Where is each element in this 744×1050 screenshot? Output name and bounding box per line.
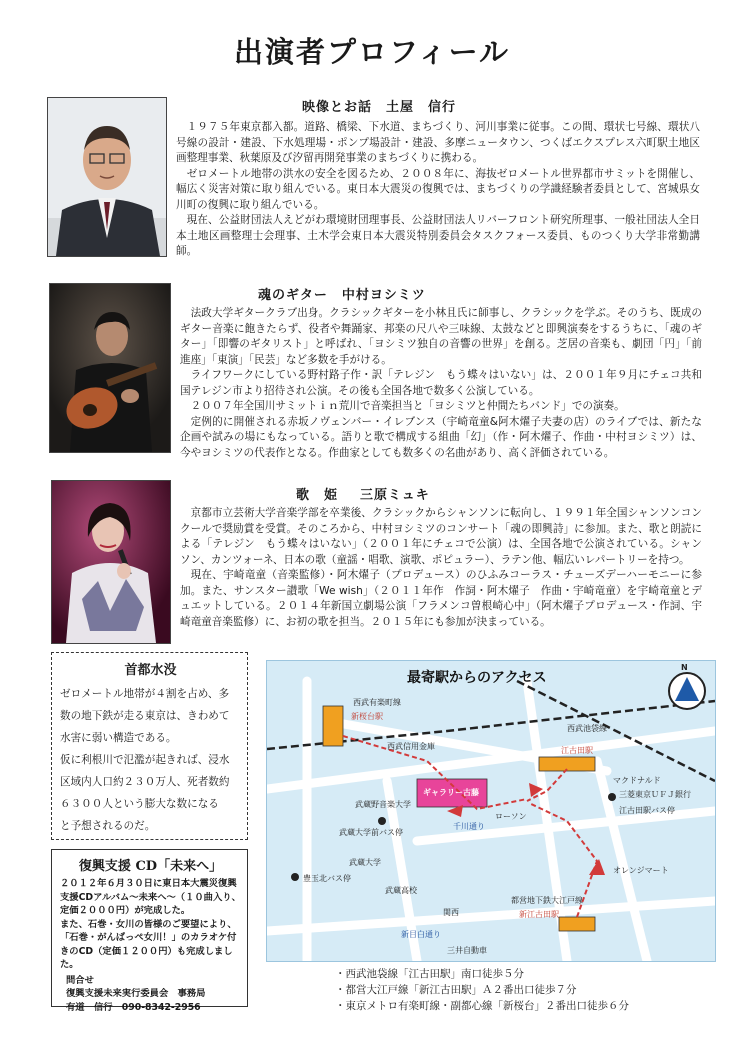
box-line: と予想されるのだ。 xyxy=(60,820,156,832)
profile-name: 土屋 信行 xyxy=(386,100,457,115)
bio-paragraph: 現在、宇崎竜童（音楽監修）・阿木燿子（プロデュース）のひふみコーラス・チューズデーハーモニーに参加。また、サンスター讃歌「We wish」（２０１１年作 作詞・阿木燿子 作曲・宇崎竜童）を宇崎竜童とデュエットしている。２０１４年新国立劇場公演「フラメンコ曽根崎心中」（阿木燿子プロデュース・作詞、宇崎竜童音楽監修）に、お初の歌を担当。２０１５年にも参加が決まっている。 xyxy=(180,569,702,628)
shuto-suibotsu-box xyxy=(51,652,248,840)
bio-paragraph: ライフワークにしている野村路子作・訳「テレジン もう蝶々はいない」は、２００１年９月にチェコ共和国テレジン市より招待され公演。その後も全国各地で数多く公演している。 xyxy=(180,369,702,397)
access-line: ・都営大江戸線「新江古田駅」Ａ２番出口徒歩７分 xyxy=(335,984,577,996)
map-label: 武蔵大学 xyxy=(349,858,381,867)
map-label: 西武信用金庫 xyxy=(387,742,435,751)
access-line: ・西武池袋線「江古田駅」南口徒歩５分 xyxy=(335,968,524,980)
contact-org: 復興支援未来実行委員会 事務局 xyxy=(66,988,206,999)
profile-name: 三原ミュキ xyxy=(360,488,430,503)
map-label: マクドナルド xyxy=(613,776,661,785)
page-title: 出演者プロフィール xyxy=(233,35,511,69)
map-label: 新桜台駅 xyxy=(351,712,383,721)
box-line: 区域内人口約２３０万人、死者数約 xyxy=(60,776,230,788)
map-label: 西武有楽町線 xyxy=(353,698,401,707)
profile-role: 映像とお話 xyxy=(302,100,373,115)
map-label: 江古田駅バス停 xyxy=(619,806,675,815)
photo-nakamura xyxy=(49,283,171,453)
profile-header-mihara xyxy=(296,484,430,503)
contact-label: 問合せ xyxy=(66,974,94,986)
photo-mihara xyxy=(51,480,171,644)
bio-paragraph: ２００７年全国川サミットｉｎ荒川で音楽担当と「ヨシミツと仲間たちバンド」での演奏。 xyxy=(190,400,625,412)
map-label: 新目白通り xyxy=(401,930,441,939)
box-line: 数の地下鉄が走る東京は、きわめて xyxy=(60,710,230,722)
map-label: ローソン xyxy=(495,812,527,821)
contact-info xyxy=(60,974,241,1015)
cd-box xyxy=(51,849,248,1013)
map-label: 千川通り xyxy=(453,822,485,831)
map-label: 三井自動車 xyxy=(447,946,487,955)
access-directions xyxy=(335,966,629,1014)
box-title: 首都水没 xyxy=(124,663,177,678)
profile-role: 魂のギター xyxy=(258,288,328,303)
profile-role: 歌 姫 xyxy=(296,488,339,503)
map-label: 関西 xyxy=(443,908,459,917)
map-label: 三菱東京ＵＦＪ銀行 xyxy=(619,790,691,799)
contact-person: 有道 信行 090-8342-2956 xyxy=(66,1001,201,1013)
profile-header-tsuchiya xyxy=(302,96,456,115)
bio-paragraph: ゼロメートル地帯の洪水の安全を図るため、２００８年に、海抜ゼロメートル世界都市サミットを開催し、幅広く災害対策に取り組んでいる。東日本大震災の復興では、まちづくりの学識経験者委員として、宮城県女川町の復興に取り組んでいる。 xyxy=(176,167,700,211)
access-map xyxy=(266,660,716,962)
bio-paragraph: 法政大学ギタークラブ出身。クラシックギターを小林且氏に師事し、クラシックを学ぶ。そのうち、既成のギター音楽に飽きたらず、役者や舞踊家、邦楽の尺八や三味線、太鼓などと即興演奏をするうちに、「魂のギター」「即響のギタリスト」と呼ばれ、「ヨシミツ独自の音響の世界」を創る。芝居の音楽も、劇団「円」「前進座」「東演」「民芸」など多数を手がける。 xyxy=(180,307,702,366)
map-label: 江古田駅 xyxy=(561,746,593,755)
box-body xyxy=(60,877,241,972)
map-label: 武蔵高校 xyxy=(385,886,417,895)
map-label: 豊玉北バス停 xyxy=(303,874,351,883)
map-label: オレンジマート xyxy=(613,866,669,875)
bio-paragraph: 京都市立芸術大学音楽学部を卒業後、クラシックからシャンソンに転向し、１９９１年全国シャンソンコンクールで奨励賞を受賞。そのころから、中村ヨシミツのコンサート「魂の即興詩」に参加。また、歌と朗読による「テレジン もう蝶々はいない」（２００１年にチェコで公演）は、全国各地で公演されている。シャンソン、カンツォーネ、日本の歌（童謡・唱歌、演歌、ポピュラー）、ラテン他、幅広いレパートリーを持つ。 xyxy=(180,507,702,566)
profile-bio-nakamura xyxy=(180,306,702,461)
north-label: N xyxy=(681,663,688,672)
profile-name: 中村ヨシミツ xyxy=(341,288,426,303)
box-line: 仮に利根川で氾濫が起きれば、浸水 xyxy=(60,754,230,766)
bio-paragraph: １９７５年東京都入都。道路、橋梁、下水道、まちづくり、河川事業に従事。この間、環状七号線、環状八号線の設計・建設、下水処理場・ポンプ場設計・建設、多摩ニュータウン、つくばエクスプレス六町駅土地区画整理事業、秋葉原及び汐留再開発事業のまちづくりに携わる。 xyxy=(176,121,700,164)
profile-bio-mihara xyxy=(180,506,702,630)
profile-header-nakamura xyxy=(258,284,426,303)
map-label: 武蔵野音楽大学 xyxy=(355,800,411,809)
map-label: 新江古田駅 xyxy=(519,910,559,919)
box-line: 水害に弱い構造である。 xyxy=(60,732,177,744)
box-body xyxy=(60,683,241,837)
box-line: ６３００人という膨大な数になる xyxy=(60,798,219,810)
map-label: 武蔵大学前バス停 xyxy=(339,828,403,837)
box-line: ゼロメートル地帯が４割を占め、多 xyxy=(60,688,230,700)
box-paragraph: また、石巻・女川の皆様のご要望により、「石巻・がんばっぺ女川！」のカラオケ付きのCD（定価１２００円）も完成しました。 xyxy=(60,918,237,970)
box-title: 復興支援 CD「未来へ」 xyxy=(78,859,223,874)
bio-paragraph: 定例的に開催される赤坂ノヴェンバー・イレブンス（宇崎竜童&阿木燿子夫妻の店）のライブでは、新たな企画や試みの場にもなっている。語りと歌で構成する組曲「幻」（作・阿木燿子、作曲・中村ヨシミツ）は、今やヨシミツの代表作となる。作曲家としても数多くの名曲があり、高く評価されている。 xyxy=(180,415,702,459)
map-title: 最寄駅からのアクセス xyxy=(407,670,547,686)
map-label: 西武池袋線 xyxy=(567,724,607,733)
profile-bio-tsuchiya xyxy=(176,120,700,260)
photo-tsuchiya xyxy=(47,97,167,257)
map-label: 都営地下鉄大江戸線 xyxy=(511,896,583,905)
map-label: ギャラリー古藤 xyxy=(423,788,479,797)
bio-paragraph: 現在、公益財団法人えどがわ環境財団理事長、公益財団法人リバーフロント研究所理事、一般社団法人全日本土地区画整理士会理事、土木学会東日本大震災特別委員会タスクフォース委員、ものつくり大学非常勤講師。 xyxy=(176,214,700,257)
box-paragraph: ２０１２年６月３０日に東日本大震災復興支援CDアルバム～未来へ～（１０曲入り、定価２０００円）が完成した。 xyxy=(60,878,241,916)
access-line: ・東京メトロ有楽町線・副都心線「新桜台」２番出口徒歩６分 xyxy=(335,1000,629,1012)
